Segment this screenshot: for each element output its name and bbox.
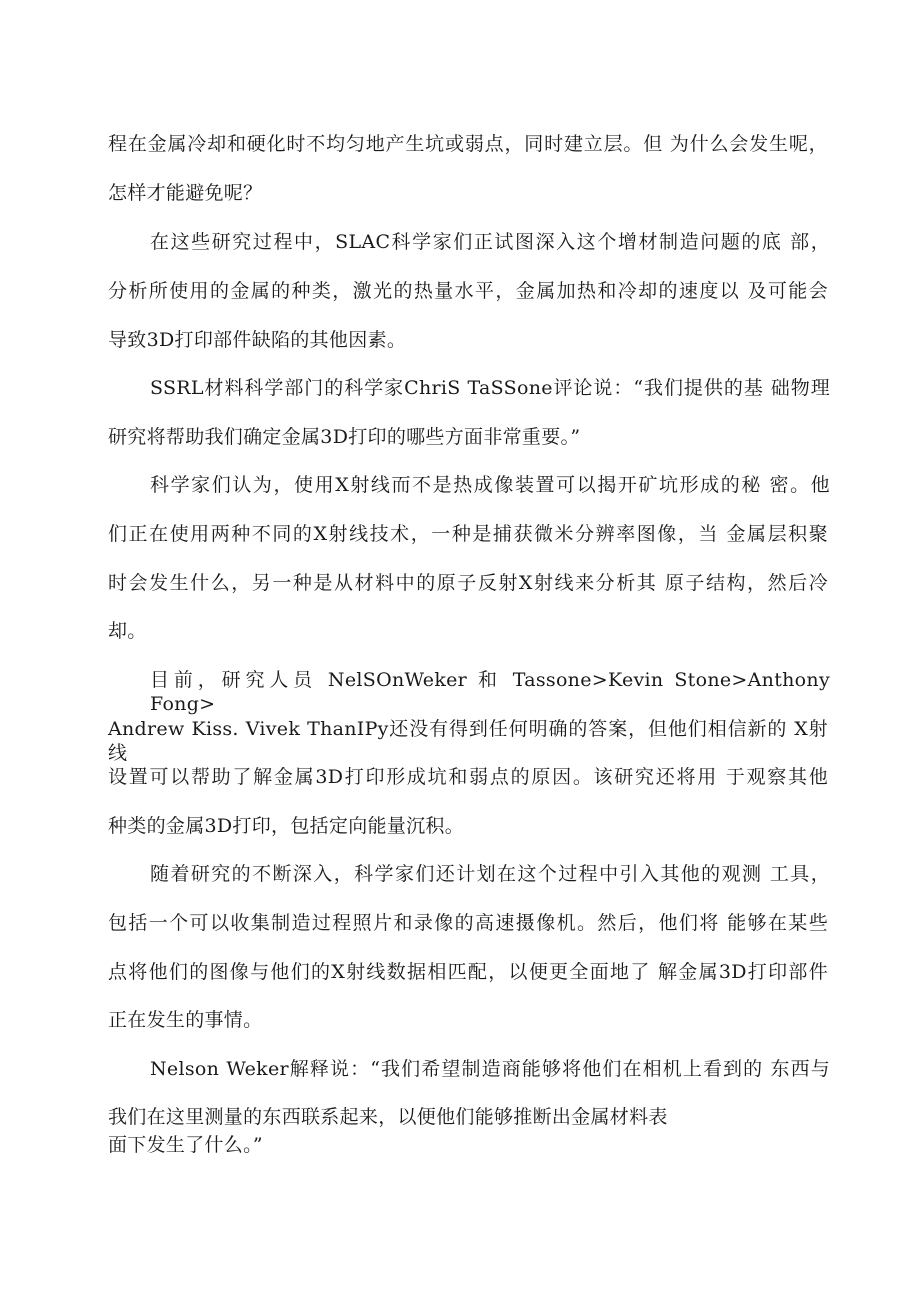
text-line: 研究将帮助我们确定金属3D打印的哪些方面非常重要。” <box>108 426 581 448</box>
text-line: Andrew Kiss. Vivek ThanIPy还没有得到任何明确的答案，但他们相信新的 X射线 <box>108 718 828 764</box>
text-line: 怎样才能避免呢？ <box>108 182 263 204</box>
paragraph-first-line: 在这些研究过程中，SLAC科学家们正试图深入这个增材制造问题的底 部， <box>150 231 830 253</box>
text-line: 面下发生了什么。” <box>108 1134 263 1156</box>
paragraph-first-line: SSRL材料科学部门的科学家ChriS TaSSone评论说：“我们提供的基 础物理 <box>150 377 830 399</box>
text-line: 正在发生的事情。 <box>108 1009 263 1031</box>
text-line: 设置可以帮助了解金属3D打印形成坑和弱点的原因。该研究还将用 于观察其他 <box>108 766 828 788</box>
text-line: 我们在这里测量的东西联系起来，以便他们能够推断出金属材料表 <box>108 1106 668 1128</box>
text-line: 时会发生什么，另一种是从材料中的原子反射X射线来分析其 原子结构，然后冷 <box>108 572 828 594</box>
text-line: 种类的金属3D打印，包括定向能量沉积。 <box>108 815 465 837</box>
text-line: 程在金属冷却和硬化时不均匀地产生坑或弱点，同时建立层。但 为什么会发生呢， <box>108 133 828 155</box>
text-line: 导致3D打印部件缺陷的其他因素。 <box>108 329 407 351</box>
paragraph-first-line: 科学家们认为，使用X射线而不是热成像装置可以揭开矿坑形成的秘 密。他 <box>150 474 830 496</box>
paragraph-first-line: 随着研究的不断深入，科学家们还计划在这个过程中引入其他的观测 工具， <box>150 863 830 885</box>
text-line: 分析所使用的金属的种类，激光的热量水平，金属加热和冷却的速度以 及可能会 <box>108 280 828 302</box>
paragraph-first-line: Nelson Weker解释说：“我们希望制造商能够将他们在相机上看到的 东西与 <box>150 1058 830 1080</box>
text-line: 包括一个可以收集制造过程照片和录像的高速摄像机。然后，他们将 能够在某些 <box>108 912 828 934</box>
text-line: 点将他们的图像与他们的X射线数据相匹配，以便更全面地了 解金属3D打印部件 <box>108 961 828 983</box>
text-line: 们正在使用两种不同的X射线技术，一种是捕获微米分辨率图像，当 金属层积聚 <box>108 523 828 545</box>
text-line: 却。 <box>108 620 147 642</box>
paragraph-first-line: 目前，研究人员 NelSOnWeker 和 Tassone>Kevin Stone>Anthony Fong> <box>150 669 830 715</box>
